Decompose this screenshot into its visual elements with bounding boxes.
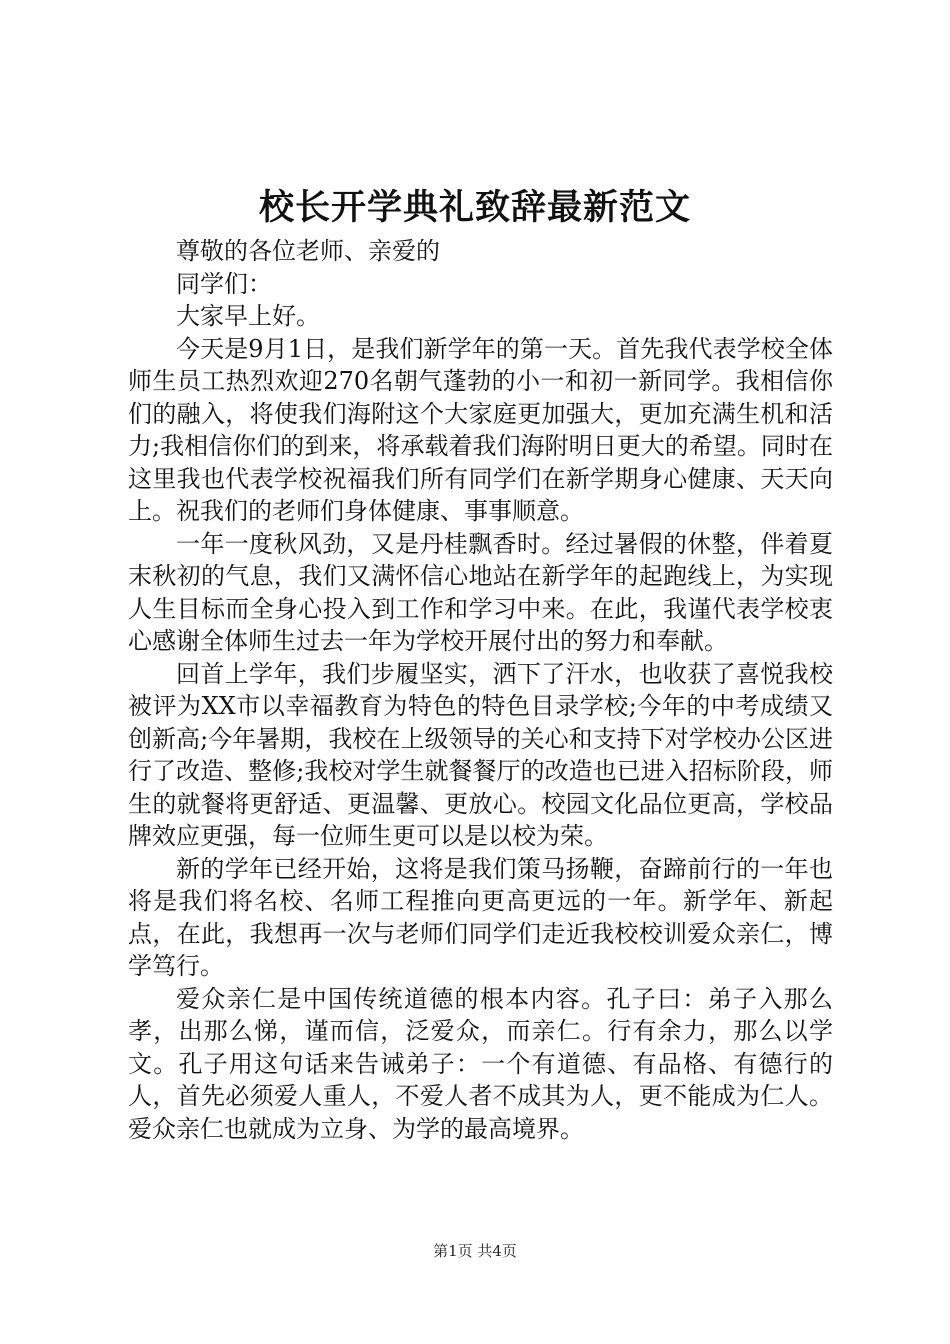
document-body xyxy=(128,235,833,1145)
document-title: 校长开学典礼致辞最新范文 xyxy=(258,187,691,228)
paragraph-welcome: 今天是9月1日，是我们新学年的第一天。首先我代表学校全体师生员工热烈欢迎270名朝气蓬勃的小一和初一新同学。我相信你们的融入，将使我们海附这个大家庭更加强大，更加充满生机和活力;我相信你们的到来，将承载着我们海附明日更大的希望。同时在这里我也代表学校祝福我们所有同学们在新学期身心健康、天天向上。祝我们的老师们身体健康、事事顺意。 xyxy=(128,334,833,525)
salutation-line-1: 尊敬的各位老师、亲爱的 xyxy=(176,237,440,265)
paragraph-new-year: 新的学年已经开始，这将是我们策马扬鞭，奋蹄前行的一年也将是我们将名校、名师工程推向更高更远的一年。新学年、新起点，在此，我想再一次与老师们同学们走近我校校训爱众亲仁，博学笃行。 xyxy=(128,854,833,980)
page-number-footer: 第1页 共4页 xyxy=(433,1242,517,1260)
salutation-line-2: 同学们： xyxy=(176,269,272,298)
paragraph-review: 回首上学年，我们步履坚实，洒下了汗水，也收获了喜悦我校被评为XX市以幸福教育为特色的特色目录学校;今年的中考成绩又创新高;今年暑期，我校在上级领导的关心和支持下对学校办公区进行了改造、整修;我校对学生就餐餐厅的改造也已进入招标阶段，师生的就餐将更舒适、更温馨、更放心。校园文化品位更高，学校品牌效应更强，每一位师生更可以是以校为荣。 xyxy=(128,659,833,850)
paragraph-motto: 爱众亲仁是中国传统道德的根本内容。孔子曰：弟子入那么孝，出那么悌，谨而信，泛爱众，而亲仁。行有余力，那么以学文。孔子用这句话来告诫弟子：一个有道德、有品格、有德行的人，首先必须爱人重人，不爱人者不成其为人，更不能成为仁人。爱众亲仁也就成为立身、为学的最高境界。 xyxy=(128,984,833,1143)
paragraph-autumn: 一年一度秋风劲，又是丹桂飘香时。经过暑假的休整，伴着夏末秋初的气息，我们又满怀信心地站在新学年的起跑线上，为实现人生目标而全身心投入到工作和学习中来。在此，我谨代表学校衷心感谢全体师生过去一年为学校开展付出的努力和奉献。 xyxy=(128,529,833,655)
greeting: 大家早上好。 xyxy=(176,302,320,330)
